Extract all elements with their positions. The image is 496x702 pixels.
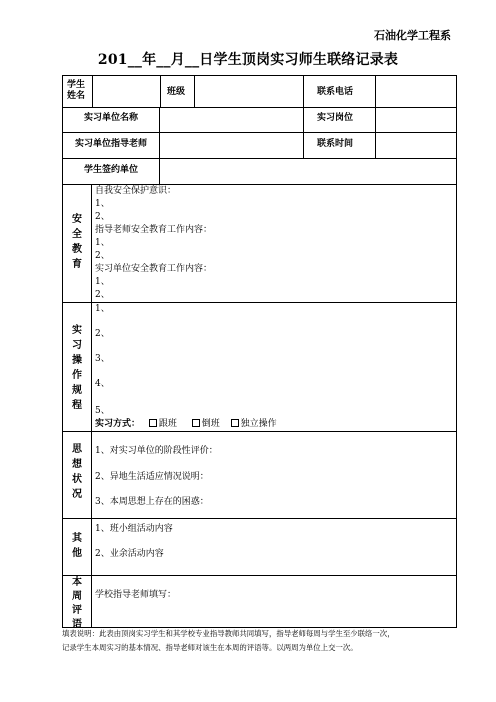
record-table [62,75,457,628]
operation-line: 1、 [95,304,110,314]
company-teacher-label: 实习单位指导老师 [74,139,147,149]
checkbox-icon[interactable] [231,419,239,427]
class-field[interactable] [195,77,302,106]
thought-line: 1、对实习单位的阶段性评价： [95,446,218,456]
checkbox-icon[interactable] [192,419,200,427]
note-line: 记录学生本周实习的基本情况、指导老师对该生在本周的评语等。以两周为单位上交一次。 [62,643,358,652]
operation-line: 5、 [95,406,110,416]
student-name-label: 学生 姓名 [67,80,86,101]
department-name: 石油化学工程系 [374,29,451,42]
company-name-field[interactable] [160,108,302,131]
position-field[interactable] [376,108,455,131]
safety-line: 1、 [95,238,110,248]
operation-section-label: 实 习 操 作 规 程 [72,325,82,411]
other-line: 1、班小组活动内容 [95,524,173,534]
weekly-comment-field[interactable]: 学校指导老师填写： [95,590,177,600]
thought-section-label: 思 想 状 况 [72,444,82,500]
safety-line: 1、 [95,277,110,287]
other-line: 2、业余活动内容 [95,549,164,559]
operation-line: 3、 [95,354,110,364]
operation-line: 2、 [95,329,110,339]
safety-line: 1、 [95,199,110,209]
thought-line: 3、本周思想上存在的困惑： [95,497,209,507]
company-name-label: 实习单位名称 [83,113,138,123]
company-teacher-field[interactable] [160,133,302,157]
safety-line: 2、 [95,290,110,300]
other-section-label: 其 他 [72,533,82,559]
contact-time-field[interactable] [376,133,455,157]
option-follow-shift[interactable]: 跟班 [149,419,177,429]
weekly-section-label: 本 周 评 语 [72,577,82,630]
thought-line: 2、异地生活适应情况说明： [95,472,209,482]
note-line: 填表说明：此表由顶岗实习学生和其学校专业指导教师共同填写，指导老师每周与学生至少联络一次， [62,629,395,638]
safety-line: 自我安全保护意识： [95,186,177,196]
contact-phone-field[interactable] [376,77,455,106]
method-label: 实习方式： [95,419,141,429]
option-rotating-shift[interactable]: 倒班 [192,419,220,429]
contact-time-label: 联系时间 [317,139,354,149]
student-name-field[interactable] [93,77,159,106]
position-label: 实习岗位 [317,113,354,123]
safety-line: 实习单位安全教育工作内容： [95,264,213,274]
safety-line: 2、 [95,212,110,222]
class-label: 班级 [167,87,186,97]
sign-company-field[interactable] [160,159,455,183]
sign-company-label: 学生签约单位 [83,165,138,175]
option-independent[interactable]: 独立操作 [231,419,277,429]
safety-line: 2、 [95,251,110,261]
safety-section-label: 安 全 教 育 [72,214,82,270]
safety-line: 指导老师安全教育工作内容： [95,225,213,235]
operation-line: 4、 [95,379,110,389]
instructions-note [62,627,462,655]
contact-phone-label: 联系电话 [317,87,354,97]
checkbox-icon[interactable] [149,419,157,427]
form-title: 201__年__月__日学生顶岗实习师生联络记录表 [97,52,399,68]
